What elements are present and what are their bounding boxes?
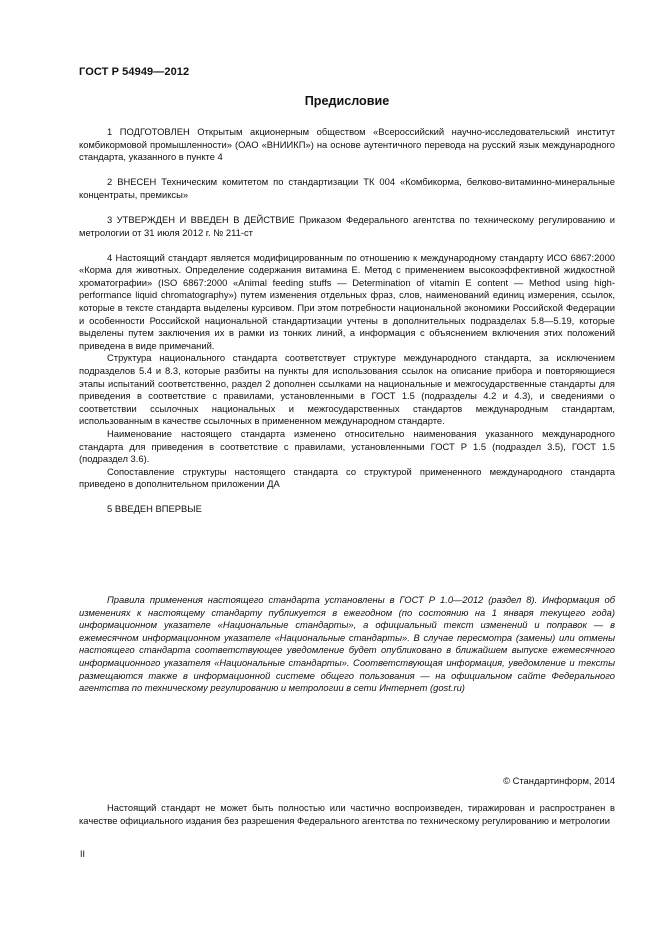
- item-1: 1 ПОДГОТОВЛЕН Открытым акционерным обществом «Всероссийский научно-исследовательский институт комбикормовой промышленности» (ОАО «ВНИИКП») на основе аутентичного перевода на русский язык международного стандарта, указанного в пункте 4: [79, 126, 615, 163]
- rules-note: Правила применения настоящего стандарта установлены в ГОСТ Р 1.0—2012 (раздел 8). Информация об изменениях к настоящему стандарту публикуется в ежегодном (по состоянию на 1 января текущего года) информационном указателе «Национальные стандарты», а официальный текст изменений и поправок — в ежемесячном информационном указателе «Национальные стандарты». В случае пересмотра (замены) или отмены настоящего стандарта соответствующее уведомление будет опубликовано в ближайшем выпуске ежемесячного информационного указателя «Национальные стандарты». Соответствующая информация, уведомление и тексты размещаются также в информационной системе общего пользования — на официальном сайте Федерального агентства по техническому регулированию и метрологии в сети Интернет (gost.ru): [79, 594, 615, 694]
- reproduction-notice: Настоящий стандарт не может быть полностью или частично воспроизведен, тиражирован и распространен в качестве официального издания без разрешения Федерального агентства по техническому регулированию и метрологии: [79, 802, 615, 826]
- item-4-comparison: Сопоставление структуры настоящего стандарта со структурой примененного международного стандарта приведено в дополнительном приложении ДА: [79, 465, 615, 490]
- item-5: 5 ВВЕДЕН ВПЕРВЫЕ: [107, 503, 202, 515]
- page-title: Предисловие: [304, 94, 390, 108]
- item-3: 3 УТВЕРЖДЕН И ВВЕДЕН В ДЕЙСТВИЕ Приказом Федерального агентства по техническому регулированию и метрологии от 31 июля 2012 г. № 211-ст: [79, 213, 615, 238]
- item-4: 4 Настоящий стандарт является модифицированным по отношению к международному стандарту ИСО 6867:2000 «Корма для животных. Определение содержания витамина Е. Метод с применением высокоэффективной жидкостной хроматографии» (ISO 6867:2000 «Animal feeding stuffs — Determination of vitamin E content — Method using high-performance liquid chromatography») путем изменения отдельных фраз, слов, наименований единиц измерения, ссылок, которые в тексте стандарта выделены курсивом. При этом потребности национальной экономики Российской Федерации и особенности Российской национальной стандартизации учтены в дополнительных подразделах 5.8—5.19, которые выделены путем заключения их в рамки из тонких линий, а информация с объяснением включения этих положений приведена в виде примечаний.: [79, 251, 615, 351]
- item-2: 2 ВНЕСЕН Техническим комитетом по стандартизации ТК 004 «Комбикорма, белково-витаминно-минеральные концентраты, премиксы»: [79, 176, 615, 200]
- item-4-structure: Структура национального стандарта соответствует структуре международного стандарта, за исключением подразделов 5.4 и 8.3, которые разбиты на пункты для использования ссылок на описание прибора и повторяющиеся этапы испытаний соответственно, раздел 2 дополнен ссылками на национальные и межгосударственные стандарты для приведения в соответствие с правилами, установленными в ГОСТ 1.5 (подразделы 4.2 и 4.3), и сведениями о соответствии ссылочных национальных и межгосударственных стандартов международным стандартам, использованным в качестве ссылочных в примененном международном стандарте.: [79, 352, 615, 427]
- copyright: © Стандартинформ, 2014: [503, 775, 615, 786]
- page-number: II: [80, 849, 86, 859]
- document-header: ГОСТ Р 54949—2012: [79, 66, 190, 78]
- item-4-title-change: Наименование настоящего стандарта изменено относительно наименования указанного международного стандарта для приведения в соответствие с правилами, установленными ГОСТ Р 1.5 (подраздел 3.5), ГОСТ 1.5 (подраздел 3.6).: [79, 427, 615, 465]
- preface-body: [79, 126, 615, 516]
